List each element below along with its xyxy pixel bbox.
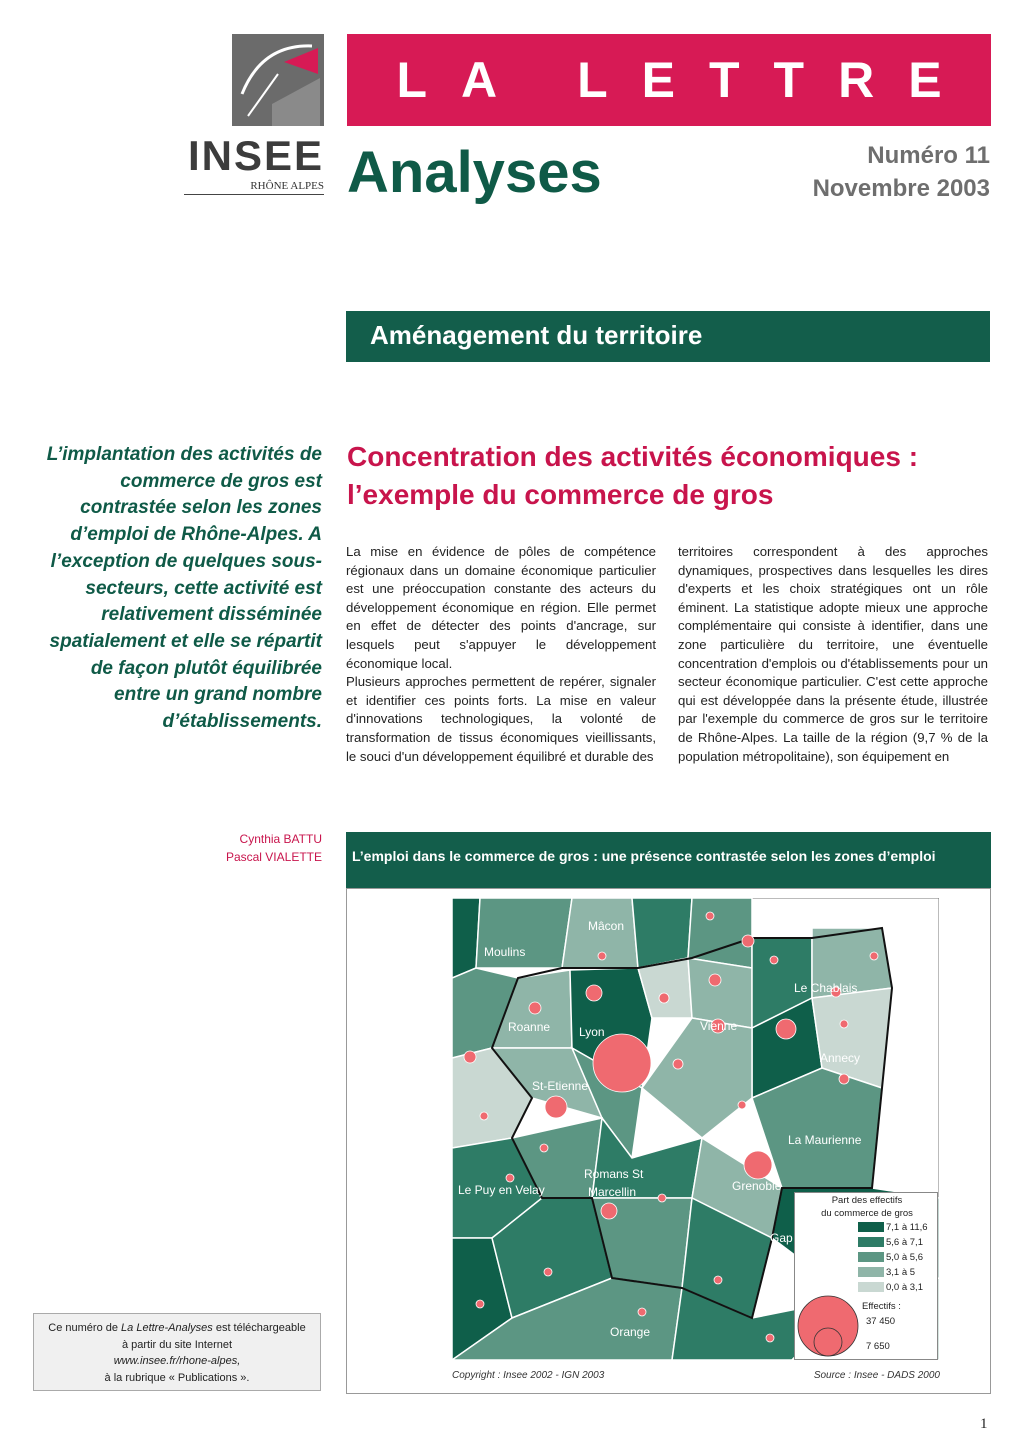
map-circle [601,1203,617,1219]
legend-label: 3,1 à 5 [886,1267,916,1278]
author-name: Pascal VIALETTE [225,850,322,864]
map-circle [544,1268,552,1276]
map-zone [688,958,752,1028]
map-circle [586,985,602,1001]
map-circle [742,935,754,947]
legend-swatch [858,1237,884,1247]
legend-label: 5,0 à 5,6 [886,1252,923,1263]
map-label: Annecy [820,1051,861,1065]
legend-effectifs-min: 7 650 [866,1341,890,1352]
body-column-2 [678,543,988,766]
map-circle [776,1019,796,1039]
map-label: Vienne [700,1019,738,1033]
paragraph: territoires correspondent à des approches dynamiques, prospectives dans lesquelles les dires d'experts et les choix stratégiques ont un rôle éminent. La statistique adopte mieux une approche complémentaire qui consiste à identifier, dans une zone particulière du territoire, une éventuelle concentration d'emplois ou d'établissements pour un secteur économique particulier. C'est cette approche qui est développée dans la présente étude, illustrée par l'exemple du commerce de gros sur le territoire de Rhône-Alpes. La taille de la région (9,7 % de la population métropolitaine), son équipement en [678,544,988,764]
legend-label: 0,0 à 3,1 [886,1282,923,1293]
map-circle [480,1112,488,1120]
map-circle [506,1174,514,1182]
insee-logo-mark [232,34,324,126]
author-name: Cynthia BATTU [239,832,322,846]
map-circle [738,1101,746,1109]
map-circle [770,956,778,964]
map-circle [766,1334,774,1342]
download-line [36,1320,318,1337]
map-circle [840,1020,848,1028]
article-headline [347,438,987,514]
legend-swatch [858,1222,884,1232]
map-label: Lyon [579,1025,605,1039]
legend-class [858,1237,948,1249]
map-circle [593,1034,651,1092]
masthead-title: LA LETTRE [396,52,976,108]
map-label: Orange [610,1325,651,1339]
map-circle [744,1151,772,1179]
map-circle [870,952,878,960]
map-circle [598,952,606,960]
legend-effectifs-max: 37 450 [866,1316,896,1327]
map-label: La Maurienne [788,1133,862,1147]
paragraph: La mise en évidence de pôles de compétence régionaux dans un domaine économique particulier est une préoccupation constante des acteurs du développement économique en région. Elle permet en effet de détecter des points d'ancrage, sur lesquels peut s'appuyer le développement économique local. [346,544,656,671]
map-label: Moulins [484,945,526,959]
download-text [36,1320,318,1386]
map-circle [709,974,721,986]
map-circle [706,912,714,920]
publication-name: La Lettre-Analyses [121,1322,213,1334]
download-line: à la rubrique « Publications ». [104,1371,250,1384]
legend-title-line: Part des effectifs [831,1195,903,1206]
map-label: Romans St [584,1167,644,1181]
body-column-1 [346,543,656,766]
map-label: Gap [770,1231,793,1245]
map-label: Le Puy en Velay [458,1183,545,1197]
article-lead: L’implantation des activités de commerce de gros est contrastée selon les zones d’emploi de Rhône-Alpes. A l’exception de quelques sous-secteurs, cette activité est relativement disséminée spatialement et elle se répartit de façon plutôt équilibrée entre un grand nombre d’établissements. [46,444,322,733]
legend-circles [796,1290,864,1358]
logo-subtitle: RHÔNE ALPES [184,180,324,195]
map-label: Marcellin [588,1185,637,1199]
legend-class [858,1252,948,1264]
map-label: St-Etienne [532,1079,589,1093]
website-link[interactable]: www.insee.fr/rhone-alpes, [113,1355,241,1367]
headline-line-2: l’exemple du commerce de gros [347,479,774,510]
map-circle [658,1194,666,1202]
authors [150,830,322,866]
legend-swatch [858,1252,884,1262]
download-line-prefix: Ce numéro de [48,1322,122,1334]
map-circle [659,993,669,1003]
map-circle [714,1276,722,1284]
download-line-suffix: est téléchargeable [212,1322,306,1334]
map-circle [476,1300,484,1308]
legend-circle-max [798,1296,858,1356]
legend-title [800,1194,934,1220]
logo-wordmark: INSEE [187,132,324,179]
download-line: à partir du site Internet [121,1338,233,1351]
map-circle [545,1096,567,1118]
map-circle [540,1144,548,1152]
legend-label: 7,1 à 11,6 [886,1222,928,1233]
legend-swatch [858,1267,884,1277]
map-circle [638,1308,646,1316]
figure-copyright: Copyright : Insee 2002 - IGN 2003 [452,1370,605,1381]
map-label: Roanne [508,1020,551,1034]
legend-class [858,1267,948,1279]
map-circle [673,1059,683,1069]
legend-class [858,1222,948,1234]
map-circle [529,1002,541,1014]
legend-class [858,1282,948,1294]
issue-number: Numéro 11 [867,142,990,169]
figure-title: L’emploi dans le commerce de gros : une présence contrastée selon les zones d’emploi [352,848,936,864]
map-label: Mâcon [588,919,625,933]
map-label: Grenoble [732,1179,782,1193]
map-zone [632,898,692,968]
page-number: 1 [980,1416,988,1432]
legend-title-line: du commerce de gros [821,1208,913,1219]
logo-graphic [232,34,324,126]
series-title: Analyses [347,140,602,205]
headline-line-1: Concentration des activités économiques : [347,441,919,472]
issue-date: Novembre 2003 [812,175,990,202]
map-label: Le Chablais [794,981,858,995]
legend-label: 5,6 à 7,1 [886,1237,923,1248]
map-zone [688,898,752,968]
map-circle [839,1074,849,1084]
legend-effectifs-title: Effectifs : [862,1301,901,1312]
paragraph: Plusieurs approches permettent de repérer, signaler et identifier ces points forts. La mise en valeur d'innovations technologiques, la volonté de transformation de tissus économiques vieillissants, le souci d'un développement équilibré et durable des [346,674,656,764]
map-circle [464,1051,476,1063]
figure-source: Source : Insee - DADS 2000 [813,1370,940,1381]
section-title: Aménagement du territoire [370,320,703,350]
